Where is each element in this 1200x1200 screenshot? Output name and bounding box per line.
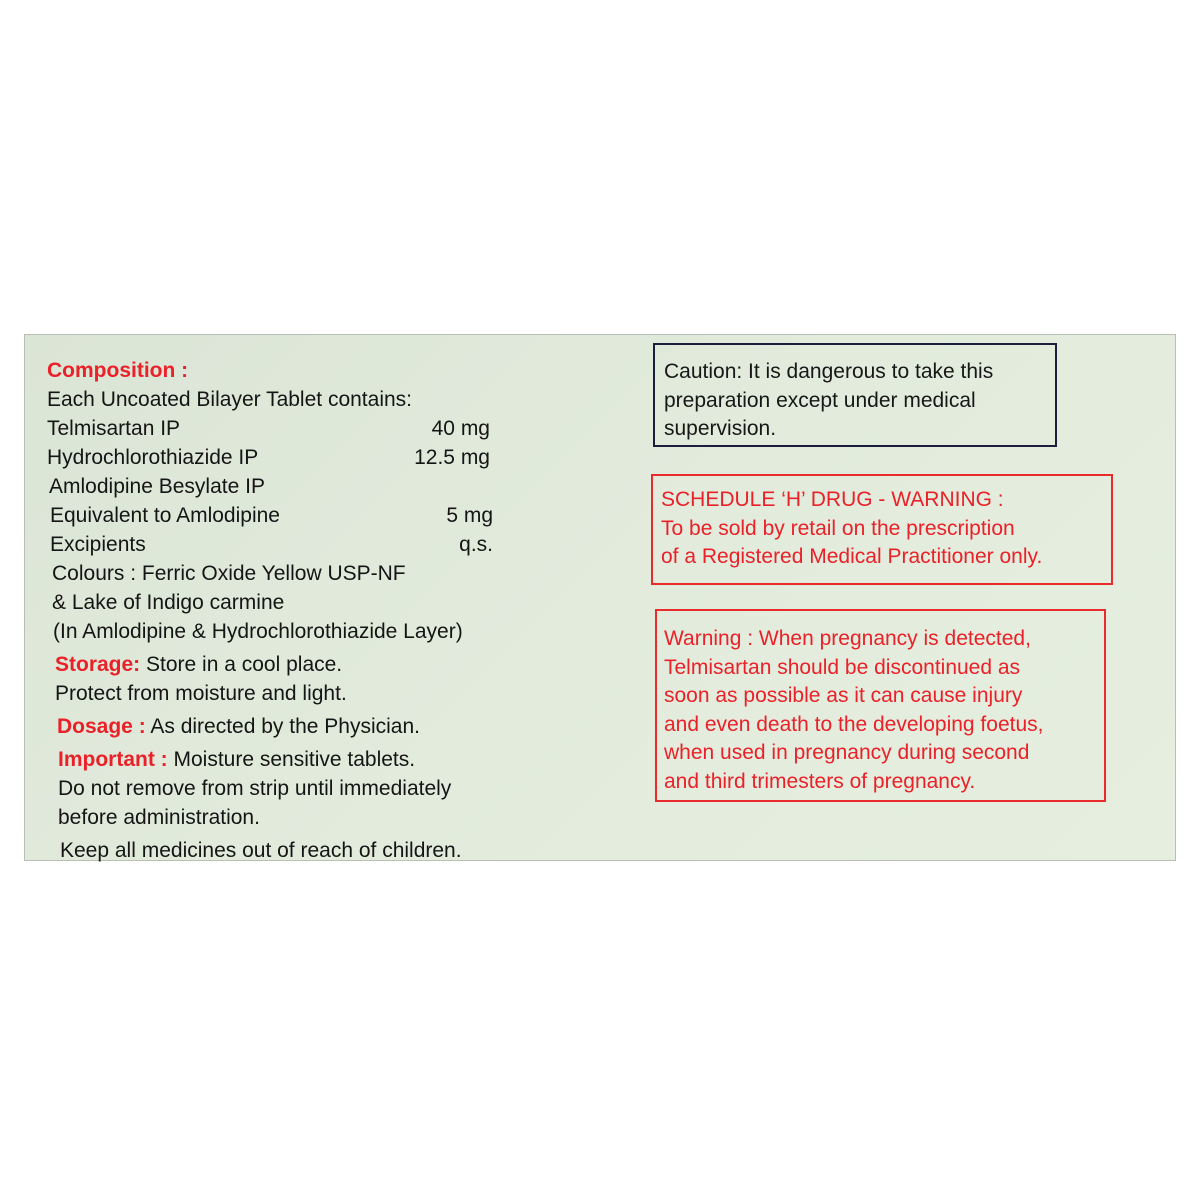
label-panel bbox=[24, 334, 1176, 861]
ingredient-name: Telmisartan IP bbox=[47, 417, 181, 440]
ingredient-row bbox=[47, 443, 490, 472]
important-line bbox=[58, 745, 558, 774]
ingredient-amount: 40 mg bbox=[431, 417, 490, 440]
storage-line-2: Protect from moisture and light. bbox=[55, 682, 347, 705]
dosage-text: As directed by the Physician. bbox=[145, 715, 420, 738]
important-text: Moisture sensitive tablets. bbox=[167, 748, 416, 771]
pregnancy-line: soon as possible as it can cause injury bbox=[664, 684, 1023, 707]
colours-line: (In Amlodipine & Hydrochlorothiazide Layer) bbox=[53, 620, 463, 643]
schedule-line: of a Registered Medical Practitioner only. bbox=[661, 545, 1043, 568]
storage-text: Store in a cool place. bbox=[140, 653, 343, 676]
colours-line: Colours : Ferric Oxide Yellow USP-NF bbox=[52, 562, 406, 585]
composition-heading: Composition : bbox=[47, 359, 189, 382]
dosage-label: Dosage : bbox=[57, 715, 146, 738]
pregnancy-line: Warning : When pregnancy is detected, bbox=[664, 627, 1031, 650]
ingredient-name: Equivalent to Amlodipine bbox=[50, 504, 280, 527]
ingredient-row bbox=[50, 530, 493, 559]
ingredient-name: Amlodipine Besylate IP bbox=[49, 475, 265, 498]
ingredient-name: Hydrochlorothiazide IP bbox=[47, 446, 259, 469]
pregnancy-line: Telmisartan should be discontinued as bbox=[664, 655, 1021, 679]
ingredient-row bbox=[47, 414, 490, 443]
important-line-2: Do not remove from strip until immediately bbox=[58, 777, 452, 800]
important-label: Important : bbox=[58, 748, 168, 771]
colours-line: & Lake of Indigo carmine bbox=[52, 591, 285, 614]
schedule-line: SCHEDULE ‘H’ DRUG - WARNING : bbox=[661, 488, 1004, 511]
ingredient-amount: q.s. bbox=[459, 533, 493, 556]
important-line-3: before administration. bbox=[58, 806, 260, 829]
ingredient-name: Excipients bbox=[50, 533, 146, 556]
caution-line: Caution: It is dangerous to take this bbox=[664, 360, 994, 383]
storage-label: Storage: bbox=[55, 653, 141, 676]
ingredient-row bbox=[49, 472, 492, 501]
ingredient-amount: 5 mg bbox=[446, 504, 493, 527]
storage-line bbox=[55, 650, 555, 679]
caution-line: preparation except under medical bbox=[664, 388, 976, 412]
ingredient-row bbox=[50, 501, 493, 530]
pregnancy-line: and third trimesters of pregnancy. bbox=[664, 769, 976, 793]
caution-line: supervision. bbox=[664, 417, 777, 440]
ingredient-amount: 12.5 mg bbox=[414, 446, 490, 469]
schedule-line: To be sold by retail on the prescription bbox=[661, 516, 1015, 540]
pregnancy-line: and even death to the developing foetus, bbox=[664, 712, 1044, 736]
dosage-line bbox=[57, 712, 557, 741]
schedule-h-warning-box bbox=[651, 474, 1113, 585]
children-note: Keep all medicines out of reach of children. bbox=[60, 839, 462, 862]
composition-column bbox=[47, 357, 547, 865]
pregnancy-warning-box bbox=[655, 609, 1106, 802]
composition-intro: Each Uncoated Bilayer Tablet contains: bbox=[47, 388, 412, 411]
caution-box bbox=[653, 343, 1057, 447]
pregnancy-line: when used in pregnancy during second bbox=[664, 741, 1030, 764]
